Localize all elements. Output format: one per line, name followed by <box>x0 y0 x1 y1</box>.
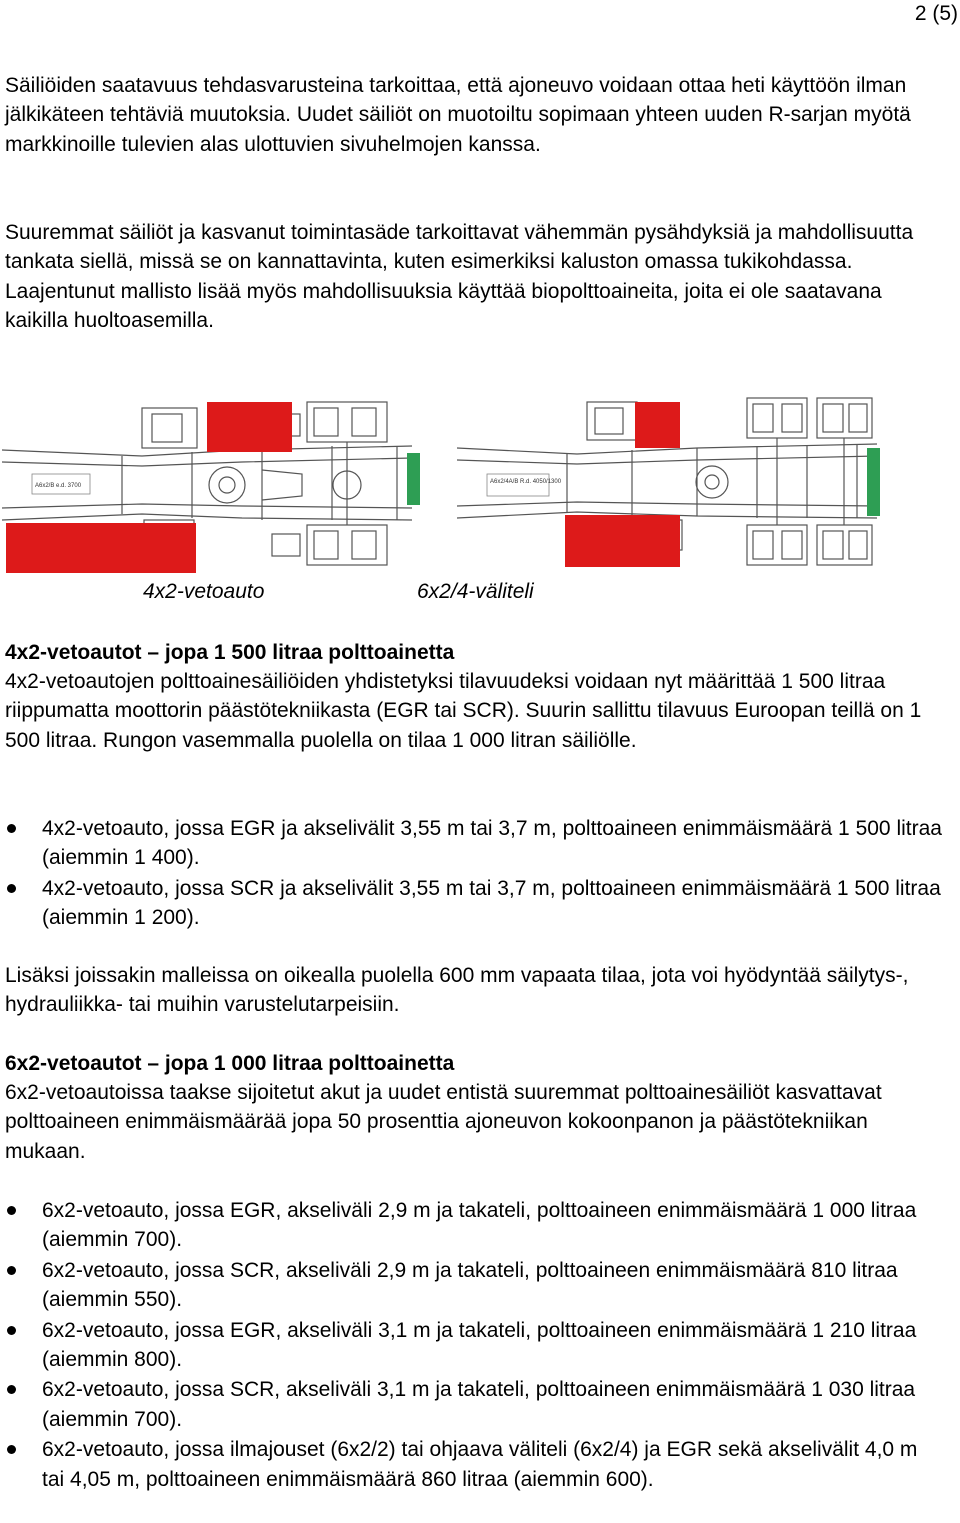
bullet-icon <box>7 824 16 833</box>
chassis-diagram-6x2-4 <box>457 390 892 580</box>
list-item: 4x2-vetoauto, jossa SCR ja akselivälit 3,55 m tai 3,7 m, polttoaineen enimmäismäärä 1 500 litraa (aiemmin 1 200). <box>5 874 945 933</box>
list-item: 4x2-vetoauto, jossa EGR ja akselivälit 3,55 m tai 3,7 m, polttoaineen enimmäismäärä 1 500 litraa (aiemmin 1 400). <box>5 814 945 873</box>
battery-box-4x2 <box>407 453 420 505</box>
caption-6x2-4: 6x2/4-väliteli <box>417 580 534 603</box>
intro-paragraph-2: Suuremmat säiliöt ja kasvanut toimintasäde tarkoittavat vähemmän pysähdyksiä ja mahdollisuutta tankata siellä, missä se on kannattavinta, kuten esimerkiksi kaluston omassa tukikohdassa. Laajentunut mallisto lisää myös mahdollisuuksia käyttää biopolttoaineita, joita ei ole saatavana kaikilla huoltoasemilla. <box>5 221 914 333</box>
section1-text: 4x2-vetoautojen polttoainesäiliöiden yhdistetyksi tilavuudeksi voidaan nyt määrittää 1 500 litraa riippumatta moottorin päästötekniikasta (EGR tai SCR). Suurin sallittu tilavuus Euroopan teillä on 1 500 litraa. Rungon vasemmalla puolella on tilaa 1 000 litran säiliölle. <box>5 670 922 752</box>
list-item: 6x2-vetoauto, jossa ilmajouset (6x2/2) tai ohjaava väliteli (6x2/4) ja EGR sekä akselivälit 4,0 m tai 4,05 m, polttoaineen enimmäismäärä 860 litraa (aiemmin 600). <box>5 1435 945 1494</box>
bullet-icon <box>7 1326 16 1335</box>
page-number: 2 (5) <box>914 2 958 25</box>
section2-bullet-list <box>5 1196 945 1495</box>
section1-heading: 4x2-vetoautot – jopa 1 500 litraa polttoainetta <box>5 641 455 664</box>
section2-text: 6x2-vetoautoissa taakse sijoitetut akut ja uudet entistä suuremmat polttoainesäiliöt kasvattavat polttoaineen enimmäismäärää jopa 50 prosenttia ajoneuvon kokoonpanon ja päästötekniikan mukaan. <box>5 1081 882 1163</box>
bullet-icon <box>7 1266 16 1275</box>
bullet-icon <box>7 1445 16 1454</box>
section2-heading: 6x2-vetoautot – jopa 1 000 litraa polttoainetta <box>5 1052 455 1075</box>
bullet-icon <box>7 1206 16 1215</box>
list-item: 6x2-vetoauto, jossa SCR, akseliväli 2,9 m ja takateli, polttoaineen enimmäismäärä 810 litraa (aiemmin 550). <box>5 1256 945 1315</box>
fuel-tank-top-6x2-4 <box>635 402 680 448</box>
chassis-code-6x2-4: A6x2/4A/B R.d. 4050/1300 <box>490 479 562 485</box>
chassis-diagram-4x2 <box>2 390 427 580</box>
list-item: 6x2-vetoauto, jossa EGR, akseliväli 3,1 m ja takateli, polttoaineen enimmäismäärä 1 210 litraa (aiemmin 800). <box>5 1316 945 1375</box>
list-item: 6x2-vetoauto, jossa SCR, akseliväli 3,1 m ja takateli, polttoaineen enimmäismäärä 1 030 litraa (aiemmin 700). <box>5 1375 945 1434</box>
section1-bullet-list <box>5 814 945 934</box>
chassis-code-4x2: A6x2/B e.d. 3700 <box>35 483 82 489</box>
battery-box-6x2-4 <box>867 448 880 516</box>
section1-after-text: Lisäksi joissakin malleissa on oikealla puolella 600 mm vapaata tilaa, jota voi hyödyntää säilytys-, hydrauliikka- tai muihin varustelutarpeisiin. <box>5 964 909 1017</box>
list-item: 6x2-vetoauto, jossa EGR, akseliväli 2,9 m ja takateli, polttoaineen enimmäismäärä 1 000 litraa (aiemmin 700). <box>5 1196 945 1255</box>
bullet-icon <box>7 884 16 893</box>
caption-4x2: 4x2-vetoauto <box>143 580 265 603</box>
intro-paragraph-1: Säiliöiden saatavuus tehdasvarusteina tarkoittaa, että ajoneuvo voidaan ottaa heti käyttöön ilman jälkikäteen tehtäviä muutoksia. Uudet säiliöt on muotoiltu sopimaan yhteen uuden R-sarjan myötä markkinoille tulevien alas ulottuvien sivuhelmojen kanssa. <box>5 74 911 156</box>
bullet-icon <box>7 1385 16 1394</box>
fuel-tank-bottom-6x2-4 <box>565 515 680 567</box>
fuel-tank-bottom-4x2 <box>6 523 196 573</box>
fuel-tank-top-4x2 <box>207 402 292 452</box>
